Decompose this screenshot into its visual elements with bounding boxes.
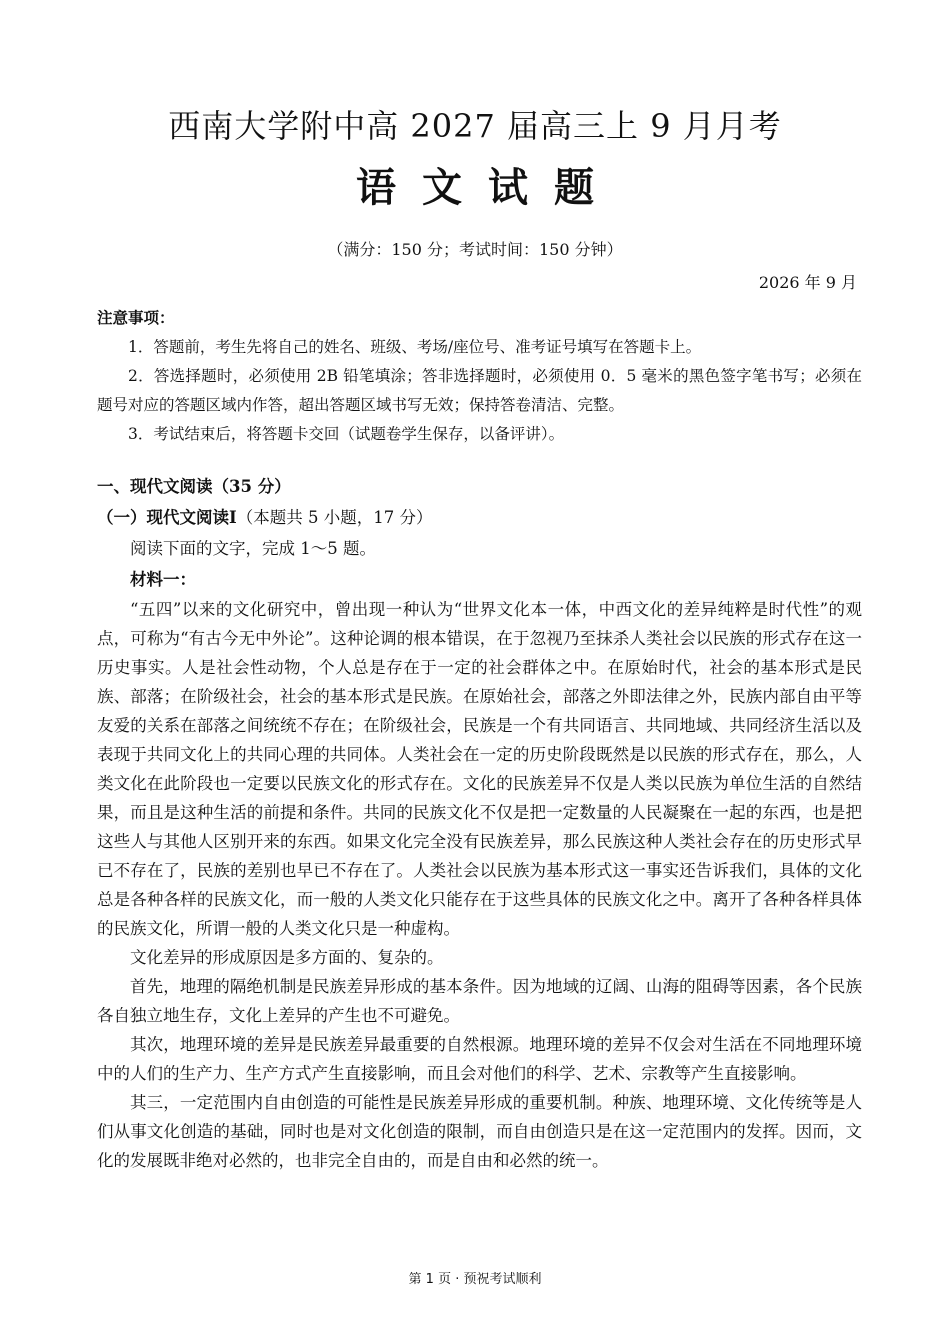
page-footer: 第 1 页 · 预祝考试顺利 — [408, 1272, 542, 1287]
material-paragraph: “五四”以来的文化研究中，曾出现一种认为“世界文化本一体，中西文化的差异纯粹是时代性”的观点，可称为“有古今无中外论”。这种论调的根本错误，在于忽视乃至抹杀人类社会以民族的形式存在这一历史事实。人是社会性动物，个人总是存在于一定的社会群体之中。在原始时代，社会的基本形式是民族、部落；在阶级社会，社会的基本形式是民族。在原始社会，部落之外即法律之外，民族内部自由平等友爱的关系在部落之间统统不存在；在阶级社会，民族是一个有共同语言、共同地域、共同经济生活以及表现于共同文化上的共同心理的共同体。人类社会在一定的历史阶段既然是以民族的形式存在，那么，人类文化在此阶段也一定要以民族文化的形式存在。文化的民族差异不仅是人类以民族为单位生活的自然结果，而且是这种生活的前提和条件。共同的民族文化不仅是把一定数量的人民凝聚在一起的东西，也是把这些人与其他人区别开来的东西。如果文化完全没有民族差异，那么民族这种人类社会存在的历史形式早已不存在了，民族的差别也早已不存在了。人类社会以民族为基本形式这一事实还告诉我们，具体的文化总是各种各样的民族文化，而一般的人类文化只能存在于这些具体的民族文化之中。离开了各种各样具体的民族文化，所谓一般的人类文化只是一种虚构。 — [97, 600, 862, 938]
notes-item: 3．考试结束后，将答题卡交回（试题卷学生保存，以备评讲）。 — [128, 425, 565, 443]
material-paragraph: 首先，地理的隔绝机制是民族差异形成的基本条件。因为地域的辽阔、山海的阻碍等因素，各个民族各自独立地生存，文化上差异的产生也不可避免。 — [97, 977, 862, 1025]
material-paragraph: 文化差异的形成原因是多方面的、复杂的。 — [130, 948, 444, 967]
exam-title: 西南大学附中高 2027 届高三上 9 月月考 — [168, 107, 782, 145]
notes-item: 2．答选择题时，必须使用 2B 铅笔填涂；答非选择题时，必须使用 0．5 毫米的黑色签字笔书写；必须在题号对应的答题区域内作答，超出答题区域书写无效；保持答卷清洁、完整。 — [97, 367, 862, 414]
subsection-detail: （本题共 5 小题，17 分） — [236, 508, 433, 527]
score-time-line: （满分：150 分；考试时间：150 分钟） — [327, 240, 623, 259]
subject-title: 语文试题 — [356, 164, 620, 211]
notes-heading: 注意事项： — [97, 308, 175, 327]
subsection-heading — [97, 502, 862, 533]
material-paragraph: 其三，一定范围内自由创造的可能性是民族差异形成的重要机制。种族、地理环境、文化传统等是人们从事文化创造的基础，同时也是对文化创造的限制，而自由创造只是在这一定范围内的发挥。因而，文化的发展既非绝对必然的，也非完全自由的，而是自由和必然的统一。 — [97, 1093, 862, 1170]
material-label: 材料一： — [130, 570, 196, 589]
reading-section — [97, 472, 862, 1175]
exam-date: 2026 年 9 月 — [758, 273, 857, 292]
material-paragraph: 其次，地理环境的差异是民族差异最重要的自然根源。地理环境的差异不仅会对生活在不同地理环境中的人们的生产力、生产方式产生直接影响，而且会对他们的科学、艺术、宗教等产生直接影响。 — [97, 1035, 862, 1083]
subsection-title: （一）现代文阅读I — [97, 508, 237, 527]
notes-item: 1．答题前，考生先将自己的姓名、班级、考场/座位号、准考证号填写在答题卡上。 — [128, 338, 702, 356]
notes-block — [97, 303, 862, 449]
section-heading: 一、现代文阅读（35 分） — [97, 477, 291, 496]
reading-instruction: 阅读下面的文字，完成 1～5 题。 — [130, 539, 376, 558]
